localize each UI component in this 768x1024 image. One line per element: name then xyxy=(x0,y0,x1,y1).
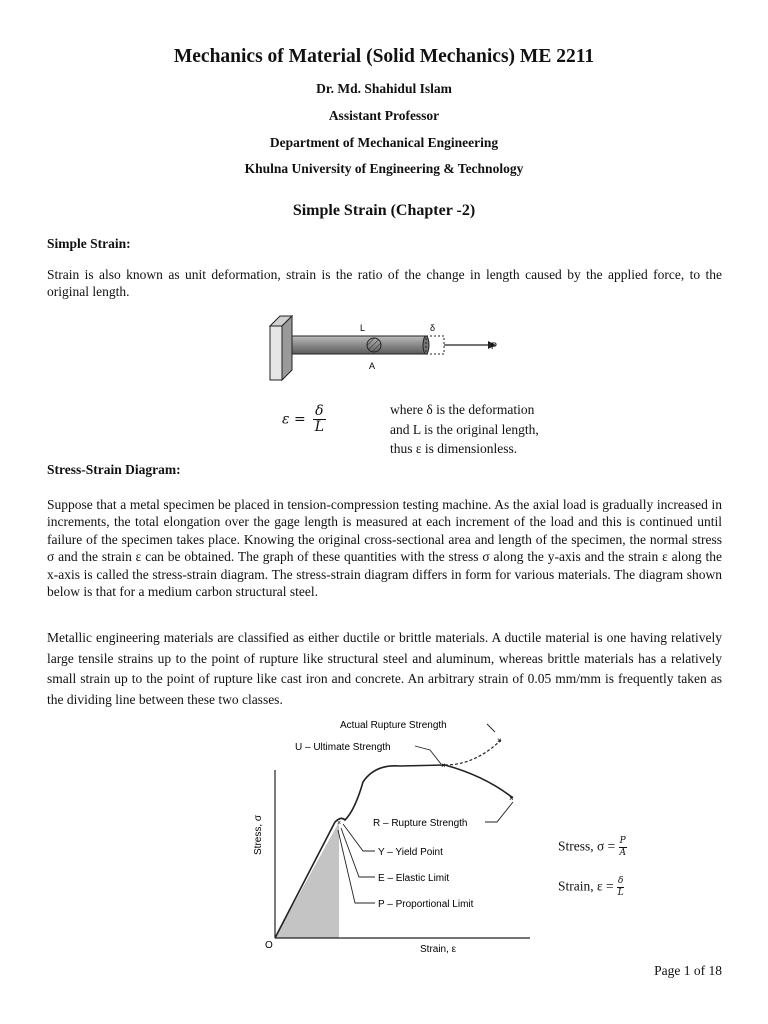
wall-front xyxy=(270,326,282,380)
yield-point-marker: × xyxy=(337,820,342,827)
strain-fraction xyxy=(313,404,325,435)
university-name: Khulna University of Engineering & Technology xyxy=(244,161,524,176)
stress-numerator: P xyxy=(619,836,626,846)
elastic-label: E – Elastic Limit xyxy=(378,873,450,884)
actual-rupture-curve xyxy=(445,740,501,765)
simple-strain-text: Strain is also known as unit deformation, strain is the ratio of the change in length caused by the applied force, to the original length. xyxy=(47,267,722,300)
strain-formula-numerator: δ xyxy=(618,876,624,886)
label-A: A xyxy=(369,361,376,371)
stress-strain-paragraph-2: Metallic engineering materials are classified as either ductile or brittle materials. A ductile material is one having relatively large tensile strains up to the point of rupture like structural steel and aluminum, whereas brittle materials has a relatively small strain up to the point of rupture like cast iron and concrete. An arbitrary strain of 0.05 mm/mm is frequently taken as the dividing line between these two classes. xyxy=(47,630,722,707)
label-L: L xyxy=(360,323,366,333)
strain-formula-fraction xyxy=(617,876,624,899)
origin-label: O xyxy=(265,940,273,951)
elastic-leader xyxy=(341,828,375,877)
where-line: and L is the original length, xyxy=(390,421,539,437)
stress-strain-paragraph-1: Suppose that a metal specimen be placed in tension-compression testing machine. As the axial load is gradually increased in increments, the total elongation over the gage length is measured at each increment of the load and this is continued until failure of the specimen takes place. Knowing the original cross-sectional area and length of the specimen, the normal stress σ and the strain ε can be obtained. The graph of these quantities with the stress σ along the y-axis and the strain ε along the x-axis is called the stress-strain diagram. The stress-strain diagram differs in form for various materials. The diagram shown below is that for a medium carbon structural steel. xyxy=(47,497,722,600)
stress-formula xyxy=(558,836,627,859)
rupture-label: R – Rupture Strength xyxy=(373,818,468,829)
where-line: thus ε is dimensionless. xyxy=(390,441,518,457)
stress-formula-label: Stress, σ = xyxy=(558,838,616,854)
stress-denominator: A xyxy=(619,848,626,858)
page-number: Page 1 of 18 xyxy=(654,963,722,978)
course-title: Mechanics of Material (Solid Mechanics) ME 2211 xyxy=(173,46,595,67)
rupture-leader xyxy=(485,802,513,822)
stress-fraction xyxy=(619,836,627,859)
ultimate-point-marker: × xyxy=(441,761,446,770)
label-delta: δ xyxy=(430,323,436,333)
simple-strain-heading: Simple Strain: xyxy=(47,236,131,251)
chapter-title: Simple Strain (Chapter -2) xyxy=(292,202,476,219)
strain-equation-lhs: ε = xyxy=(282,411,306,428)
strain-equation xyxy=(282,404,326,435)
strain-numerator: δ xyxy=(315,403,324,419)
where-line: where δ is the deformation xyxy=(390,402,535,417)
wall-side xyxy=(282,316,292,380)
author-name: Dr. Md. Shahidul Islam xyxy=(316,81,452,96)
y-axis-label: Stress, σ xyxy=(253,814,264,855)
department-name: Department of Mechanical Engineering xyxy=(269,135,499,150)
ultimate-leader xyxy=(415,746,441,764)
author-role: Assistant Professor xyxy=(328,108,440,123)
rupture-point-marker: × xyxy=(509,794,514,803)
proportional-leader xyxy=(338,830,375,903)
cross-section-a xyxy=(367,338,381,352)
proportional-label: P – Proportional Limit xyxy=(378,899,474,910)
x-axis-label: Strain, ε xyxy=(420,944,457,955)
actual-rupture-point-marker: × xyxy=(497,736,502,745)
actual-rupture-leader xyxy=(487,724,495,732)
where-explanation xyxy=(390,400,590,459)
strain-formula xyxy=(558,876,624,899)
yield-label: Y – Yield Point xyxy=(378,847,443,858)
label-P: P xyxy=(491,341,498,351)
stress-strain-diagram xyxy=(245,710,535,960)
ultimate-label: U – Ultimate Strength xyxy=(295,742,391,753)
stress-strain-heading: Stress-Strain Diagram: xyxy=(47,462,181,477)
strain-denominator: L xyxy=(314,419,325,435)
rod xyxy=(292,336,426,354)
strain-formula-label: Strain, ε = xyxy=(558,878,614,894)
actual-rupture-label: Actual Rupture Strength xyxy=(340,720,447,731)
strain-formula-denominator: L xyxy=(617,888,624,898)
bar-deformation-figure xyxy=(268,314,508,382)
